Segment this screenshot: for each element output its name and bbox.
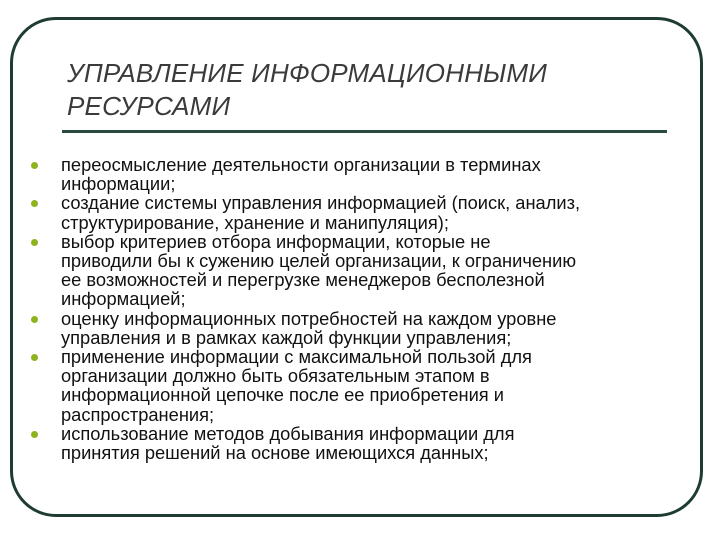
bullet-list [31,155,711,462]
bullet-icon [31,239,38,246]
bullet-icon [31,162,38,169]
item-line: информацией; [61,288,186,310]
title-line: УПРАВЛЕНИЕ ИНФОРМАЦИОННЫМИ [67,58,548,88]
item-line: применение информации с максимальной пользой для [61,346,532,368]
item-line: выбор критериев отбора информации, которые не [61,230,491,252]
bullet-icon [31,431,38,438]
item-line: информации; [61,173,176,195]
bullet-icon [31,316,38,323]
item-line: создание системы управления информацией (поиск, анализ, [61,192,581,214]
title-underline [62,130,667,133]
item-line: структурирование, хранение и манипуляция); [61,211,449,233]
item-line: принятия решений на основе имеющихся данных; [61,442,489,464]
item-line: оценку информационных потребностей на каждом уровне [61,307,557,329]
item-line: переосмысление деятельности организации в терминах [61,154,541,175]
item-line: распространения; [61,403,215,425]
title-line: РЕСУРСАМИ [67,91,231,121]
item-line: приводили бы к сужению целей организации, к ограничению [61,250,577,272]
list-item [31,232,711,309]
list-item [31,347,711,424]
slide-title [67,57,667,123]
item-line: информационной цепочке после ее приобретения и [61,384,504,406]
list-item [31,309,711,347]
item-line: использование методов добывания информации для [61,422,515,444]
item-line: ее возможностей и перегрузке менеджеров бесполезной [61,269,545,291]
item-line: организации должно быть обязательным этапом в [61,365,490,387]
list-item [31,155,711,193]
bullet-icon [31,354,38,361]
list-item [31,193,711,231]
bullet-icon [31,200,38,207]
item-line: управления и в рамках каждой функции управления; [61,326,512,348]
list-item [31,424,711,462]
